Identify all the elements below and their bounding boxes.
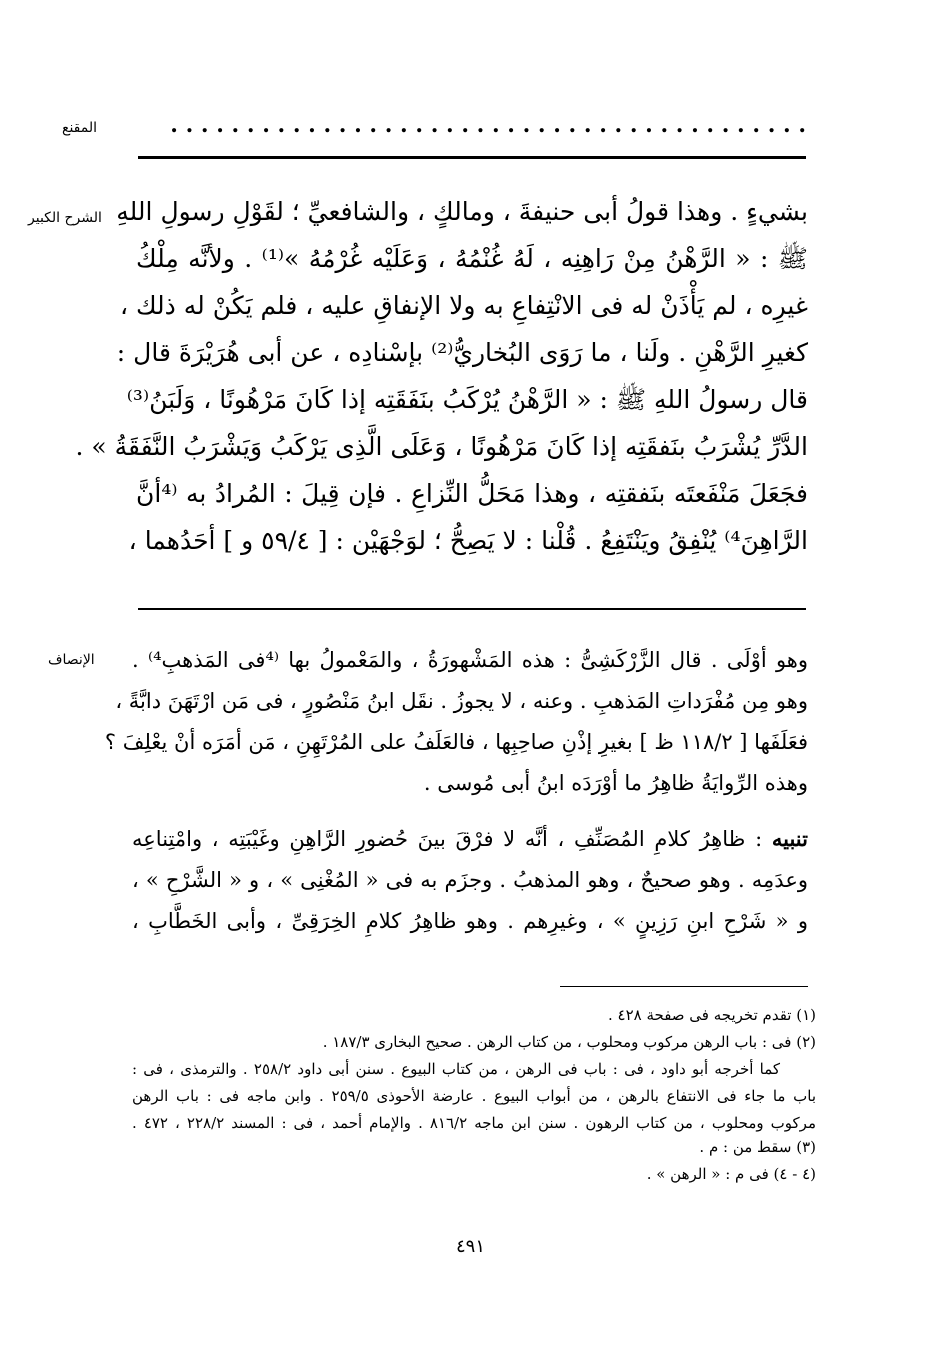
text-line: الدَّرِّ يُشْرَبُ بنَفقَتِه إذا كَانَ مَرْهُونًا ، وَعَلَى الَّذِى يَرْكَبُ وَيَشْرَبُ النَّفَقَةُ » . bbox=[75, 432, 808, 461]
footnote: (٤ - ٤) فى م : « الرهن » . bbox=[646, 1165, 816, 1183]
footnotes bbox=[132, 1004, 816, 1185]
section-divider bbox=[138, 608, 806, 610]
text-line: وهو أوْلَى . قال الزَّرْكَشِىُّ : هذه المَشْهورَةُ ، والمَعْمولُ بها ⁽⁴فى المَذهبِ⁴⁾ . bbox=[132, 648, 809, 672]
tanbih-label: تنبيه bbox=[771, 826, 808, 851]
sharh-kabir-label: الشرح الكبير bbox=[28, 210, 102, 226]
tanbih-text: : ظاهِرُ كلامِ المُصَنِّفِ ، أنَّه لا فرْقَ بينَ حُضورِ الرَّاهِنِ وغَيْبَتِه ، وامْتِناعِه bbox=[132, 827, 763, 851]
book-title-label: المقنع bbox=[62, 120, 98, 136]
footnote-rule bbox=[560, 986, 808, 987]
header-dotted-leader: . . . . . . . . . . . . . . . . . . . . . . . . . . . . . . . . . . . . . . . . . . bbox=[170, 112, 806, 138]
text-line: وهو مِن مُفْرَداتِ المَذهبِ . وعنه ، لا يجوزُ . نقَل ابنُ مَنْصُورٍ ، فى مَن ارْتَهَنَ دابَّةً ، bbox=[115, 689, 808, 713]
text-line: فجَعَلَ مَنْفَعتَه بنَفقتِه ، وهذا مَحَلُّ النِّزاعِ . فإن قِيلَ : المُرادُ به ⁽⁴أنَّ bbox=[136, 479, 808, 508]
text-line: غيرِه ، لم يَأْذَنْ له فى الانْتِفاعِ به ولا الإنفاقِ عليه ، فلم يَكُنْ له ذلك ، bbox=[119, 291, 808, 320]
sharh-kabir-text bbox=[75, 195, 808, 558]
text-line: فعَلَفَها [ ١١٨/٢ ظ ] بغيرِ إذْنِ صاحِبِها ، فالعَلَفُ على المُرْتَهِنِ ، مَن أمَرَه أنْ يعْلِفَ ؟ bbox=[104, 730, 808, 754]
text-line: قال رسولُ اللهِ ﷺ : « الرَّهْنُ يُرْكَبُ بنَفَقَتِه إذا كَانَ مَرْهُونًا ، وَلَبَنُ⁽³⁾ bbox=[126, 385, 808, 414]
tanbih-line bbox=[132, 824, 808, 854]
insaf-label: الإنصاف bbox=[48, 652, 95, 668]
text-line: بشيءٍ . وهذا قولُ أبى حنيفةَ ، ومالكٍ ، والشافعيِّ ؛ لقَوْلِ رسولِ اللهِ bbox=[116, 197, 808, 226]
footnote: مركوب ومحلوب ، من كتاب الرهون . سنن ابن ماجه ٨١٦/٢ . والإمام أحمد ، فى : المسند ٢٢٨/٢ ، ٤٧٢ . bbox=[132, 1114, 816, 1132]
text-line: الرَّاهِنَ⁴⁾ يُنْفِقُ ويَنْتَفِعُ . قُلْنا : لا يَصِحُّ ؛ لوَجْهَيْن : [ ٥٩/٤ و ] أحَدُهما ، bbox=[128, 526, 808, 555]
footnote: باب ما جاء فى الانتفاع بالرهن ، من أبواب البيوع . عارضة الأحوذى ٢٥٩/٥ . وابن ماجه فى : باب الرهن bbox=[132, 1087, 816, 1105]
footnote: (٢) فى : باب الرهن مركوب ومحلوب ، من كتاب الرهن . صحيح البخارى ١٨٧/٣ . bbox=[322, 1033, 816, 1051]
text-line: ﷺ : « الرَّهْنُ مِنْ رَاهِنِه ، لَهُ غُنْمُهُ ، وَعَلَيْه غُرْمُهُ »⁽¹⁾ . ولأنَّه مِلْكُ bbox=[136, 244, 808, 273]
footnote: (٣) سقط من : م . bbox=[699, 1138, 816, 1156]
footnote: (١) تقدم تخريجه فى صفحة ٤٢٨ . bbox=[607, 1006, 816, 1024]
text-line: وعدَمِه . وهو صحيحٌ ، وهو المذهبُ . وجزَم به فى « المُغْنِى » ، و « الشَّرْحِ » ، bbox=[132, 868, 808, 892]
header-rule bbox=[138, 156, 806, 159]
text-line: وهذه الرِّوايَةُ ظاهِرُ ما أوْرَدَه ابنُ أبى مُوسى . bbox=[423, 771, 808, 795]
insaf-text bbox=[104, 645, 809, 936]
footnote: كما أخرجه أبو داود ، فى : باب فى الرهن ، من كتاب البيوع . سنن أبى داود ٢٥٨/٢ . والترمذى ، فى : bbox=[132, 1060, 781, 1078]
text-line: و « شَرْحِ ابنِ رَزِينٍ » ، وغيرِهم . وهو ظاهِرُ كلامِ الخِرَقِىِّ ، وأبى الخَطَّابِ ، bbox=[132, 909, 808, 933]
page-number: ٤٩١ bbox=[455, 1236, 485, 1257]
text-line: كغيرِ الرَّهْنِ . ولَنا ، ما رَوَى البُخاريُّ⁽²⁾ بإسْنادِه ، عن أبى هُرَيْرَةَ قال : bbox=[116, 338, 808, 367]
